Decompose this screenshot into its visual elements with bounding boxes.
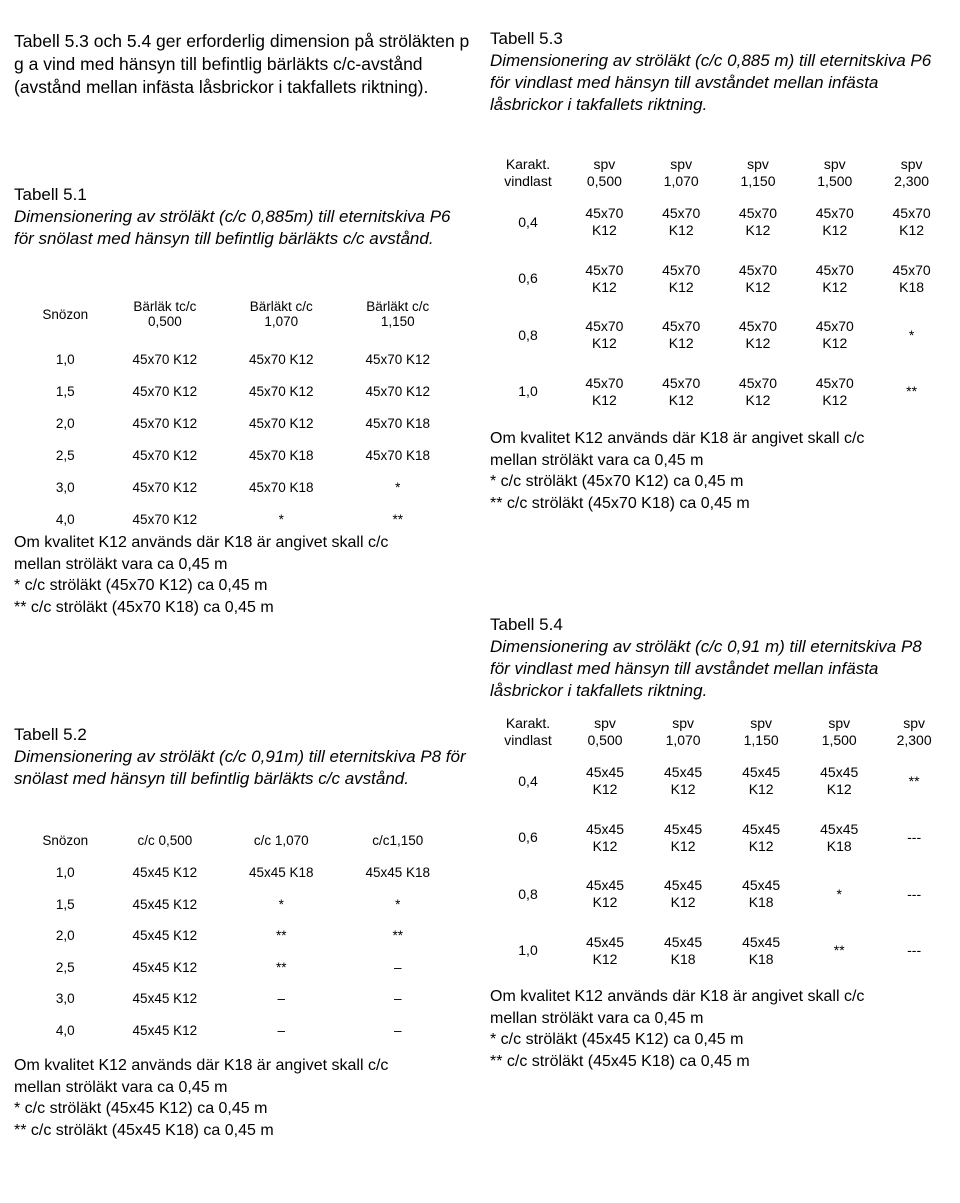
cell-line: 1,500 xyxy=(817,173,853,189)
table-cell xyxy=(796,364,873,421)
cell-line: 45x70 xyxy=(585,374,624,391)
table-cell: 45x70 K18 xyxy=(365,415,431,431)
cell-line: 45x70 xyxy=(662,318,701,335)
table-cell xyxy=(720,194,797,251)
table-cell xyxy=(873,307,950,364)
table-cell: – xyxy=(394,991,402,1007)
cell-line: K12 xyxy=(668,335,694,352)
cell-line: spv xyxy=(903,715,926,731)
column-header xyxy=(643,152,720,194)
cell-line: K18 xyxy=(899,278,925,295)
cell-line: 45x45 xyxy=(664,764,703,781)
table-cell: ** xyxy=(276,928,287,944)
cell-line: vindlast xyxy=(504,732,552,748)
table-cell: 45x70 K12 xyxy=(132,383,198,399)
row-label: 4,0 xyxy=(55,1022,75,1038)
cell-line: K12 xyxy=(745,278,771,295)
note-line: * c/c ströläkt (45x45 K12) ca 0,45 m xyxy=(14,1100,268,1117)
table-row xyxy=(24,920,456,952)
cell-line: K12 xyxy=(745,391,771,408)
t51-caption xyxy=(14,184,469,250)
t52-caption xyxy=(14,724,469,790)
table-cell: * xyxy=(395,896,401,912)
t52-notes xyxy=(14,1055,388,1141)
cell-line: 45x70 xyxy=(892,261,931,278)
column-header xyxy=(873,152,950,194)
cell-line: 1,070 xyxy=(665,732,701,748)
table-cell xyxy=(800,866,878,923)
table-cell: * xyxy=(278,511,284,527)
cell-line: spv xyxy=(593,156,616,172)
table-cell: – xyxy=(277,1022,286,1038)
table-cell xyxy=(722,810,800,867)
cell-line: 45x70 xyxy=(815,261,854,278)
column-header xyxy=(340,285,456,343)
table-cell xyxy=(643,251,720,308)
cell-line: 0,500 xyxy=(586,173,622,189)
table-row xyxy=(24,889,456,921)
column-header xyxy=(722,711,800,753)
t54-caption xyxy=(490,614,945,702)
table-5-3 xyxy=(490,152,950,420)
table-cell: 45x70 K18 xyxy=(249,447,314,463)
cell-line: 45x70 xyxy=(738,261,778,278)
table-cell xyxy=(878,923,950,980)
table-cell xyxy=(720,307,797,364)
table-cell xyxy=(643,364,720,421)
table-header-row xyxy=(490,711,950,753)
cell-line: K12 xyxy=(668,391,694,408)
cell-line: 45x45 xyxy=(585,877,625,894)
table-cell: ** xyxy=(276,959,287,975)
row-label: 1,5 xyxy=(55,383,75,399)
table-cell: 45x45 K12 xyxy=(132,959,198,975)
cell-line: spv xyxy=(828,715,851,731)
cell-line: 45x45 xyxy=(820,764,859,781)
table-header-row xyxy=(24,285,456,343)
note-line: ** c/c ströläkt (45x45 K18) ca 0,45 m xyxy=(14,1121,274,1139)
table-row xyxy=(24,1015,456,1047)
row-label: 0,8 xyxy=(518,885,538,902)
t52-caption-text: Dimensionering av ströläkt (c/c 0,91m) till eternitskiva P8 för snölast med hänsyn till befintlig bärläkts c/c avstånd. xyxy=(14,747,466,788)
table-row xyxy=(490,364,950,421)
t51-title: Tabell 5.1 xyxy=(14,185,87,204)
table-row xyxy=(24,439,456,471)
column-header xyxy=(720,152,797,194)
table-cell xyxy=(643,194,720,251)
cell-line: Bärläk tc/c xyxy=(133,299,197,314)
cell-line: K12 xyxy=(822,278,848,295)
cell-line: 45x45 xyxy=(742,764,781,781)
column-header xyxy=(566,711,644,753)
row-label: 2,0 xyxy=(55,415,75,431)
table-cell xyxy=(800,923,878,980)
cell-line: K12 xyxy=(591,335,617,352)
table-row xyxy=(24,952,456,984)
table-cell xyxy=(873,194,950,251)
cell-line: 0,500 xyxy=(147,314,182,329)
cell-line: K12 xyxy=(899,222,925,239)
note-line: * c/c ströläkt (45x70 K12) ca 0,45 m xyxy=(14,577,268,594)
cell-line: spv xyxy=(900,156,923,172)
cell-line: 1,500 xyxy=(821,732,857,748)
cell-line: 45x45 xyxy=(585,933,625,950)
table-cell: 45x45 K12 xyxy=(132,928,198,944)
t53-caption xyxy=(490,28,945,116)
cell-line: K18 xyxy=(748,950,774,967)
table-cell xyxy=(566,251,643,308)
cell-line: ** xyxy=(833,942,845,959)
column-header: c/c 0,500 xyxy=(137,832,193,848)
cell-line: 1,070 xyxy=(663,173,699,189)
cell-line: K12 xyxy=(592,894,618,911)
table-cell: 45x70 K12 xyxy=(249,383,314,399)
table-cell xyxy=(566,753,644,810)
cell-line: 45x45 xyxy=(664,933,703,950)
cell-line: 45x45 xyxy=(585,764,625,781)
table-cell: 45x70 K12 xyxy=(132,415,198,431)
row-label: 0,4 xyxy=(518,772,538,789)
table-cell: 45x70 K12 xyxy=(365,351,431,367)
t53-title: Tabell 5.3 xyxy=(490,29,563,48)
table-row xyxy=(490,194,950,251)
table-row xyxy=(24,471,456,503)
table-cell xyxy=(796,307,873,364)
table-cell: 45x70 K12 xyxy=(365,383,431,399)
row-label: 4,0 xyxy=(55,511,75,527)
table-cell: – xyxy=(277,991,286,1007)
note-line: Om kvalitet K12 används där K18 är angivet skall c/c xyxy=(14,534,389,551)
table-cell xyxy=(566,810,644,867)
cell-line: K12 xyxy=(670,781,696,798)
column-header xyxy=(800,711,878,753)
table-row xyxy=(24,503,456,535)
cell-line: K12 xyxy=(822,391,848,408)
table-cell: 45x45 K18 xyxy=(365,865,431,881)
note-line: Om kvalitet K12 används där K18 är angivet skall c/c xyxy=(14,1057,389,1074)
cell-line: K12 xyxy=(591,278,617,295)
table-cell xyxy=(566,866,644,923)
cell-line: 45x45 xyxy=(585,820,625,837)
t54-caption-text: Dimensionering av ströläkt (c/c 0,91 m) till eternitskiva P8 för vindlast med hänsyn till avståndet mellan infästa låsbrickor i takfallets riktning. xyxy=(490,637,922,700)
table-header-row xyxy=(490,152,950,194)
column-header: c/c1,150 xyxy=(372,832,424,848)
row-label: 2,0 xyxy=(55,928,75,944)
t53-notes xyxy=(490,428,864,514)
cell-line: spv xyxy=(594,715,616,731)
table-cell: 45x45 K18 xyxy=(249,865,314,881)
table-row xyxy=(24,857,456,889)
cell-line: K12 xyxy=(668,222,694,239)
table-cell xyxy=(643,307,720,364)
column-header xyxy=(566,152,643,194)
note-line: mellan ströläkt vara ca 0,45 m xyxy=(14,1078,228,1096)
cell-line: K12 xyxy=(748,837,774,854)
column-header: Snözon xyxy=(42,832,89,848)
t54-title: Tabell 5.4 xyxy=(490,615,563,634)
table-cell xyxy=(878,810,950,867)
column-header: c/c 1,070 xyxy=(253,832,309,848)
column-header xyxy=(644,711,722,753)
table-cell xyxy=(644,923,722,980)
table-cell: 45x70 K12 xyxy=(132,447,198,463)
table-cell: 45x45 K12 xyxy=(132,991,198,1007)
cell-line: K12 xyxy=(670,894,696,911)
cell-line: K12 xyxy=(591,391,617,408)
column-header xyxy=(107,285,223,343)
row-label: 0,4 xyxy=(518,213,538,230)
row-label: 1,0 xyxy=(55,865,75,881)
table-cell xyxy=(800,753,878,810)
table-cell xyxy=(722,753,800,810)
note-line: Om kvalitet K12 används där K18 är angivet skall c/c xyxy=(490,430,865,447)
cell-line: --- xyxy=(907,885,922,902)
table-cell: 45x70 K12 xyxy=(249,351,314,367)
cell-line: vindlast xyxy=(504,173,552,189)
row-label: 1,0 xyxy=(518,383,538,400)
cell-line: 45x45 xyxy=(742,933,781,950)
table-cell: – xyxy=(394,959,402,975)
cell-line: 0,500 xyxy=(587,732,623,748)
cell-line: 1,150 xyxy=(743,732,779,748)
cell-line: K12 xyxy=(591,222,617,239)
row-label: 2,5 xyxy=(55,959,75,975)
cell-line: 2,300 xyxy=(894,173,930,189)
cell-line: 1,150 xyxy=(740,173,776,189)
cell-line: spv xyxy=(670,156,693,172)
table-cell xyxy=(800,810,878,867)
cell-line: K12 xyxy=(748,781,774,798)
table-cell: 45x70 K18 xyxy=(365,447,431,463)
table-cell xyxy=(722,923,800,980)
cell-line: 45x70 xyxy=(662,374,701,391)
table-cell xyxy=(566,923,644,980)
table-cell xyxy=(796,251,873,308)
cell-line: 45x70 xyxy=(662,261,701,278)
table-cell xyxy=(644,866,722,923)
row-label: 1,0 xyxy=(55,351,75,367)
cell-line: 45x45 xyxy=(742,820,781,837)
note-line: * c/c ströläkt (45x70 K12) ca 0,45 m xyxy=(490,473,744,490)
table-row xyxy=(490,810,950,867)
cell-line: 1,070 xyxy=(264,314,299,329)
cell-line: K18 xyxy=(670,950,696,967)
cell-line: 45x70 xyxy=(662,205,701,222)
table-cell xyxy=(796,194,873,251)
cell-line: spv xyxy=(750,715,773,731)
table-row xyxy=(490,251,950,308)
table-cell xyxy=(720,364,797,421)
cell-line: 45x70 xyxy=(815,374,854,391)
cell-line: K12 xyxy=(668,278,694,295)
table-cell: * xyxy=(278,896,284,912)
row-label: 3,0 xyxy=(55,991,75,1007)
column-header xyxy=(878,711,950,753)
cell-line: 45x70 xyxy=(585,205,624,222)
cell-line: K12 xyxy=(822,335,848,352)
row-label: 2,5 xyxy=(55,447,75,463)
note-line: mellan ströläkt vara ca 0,45 m xyxy=(490,451,704,469)
table-cell xyxy=(720,251,797,308)
table-cell: ** xyxy=(392,928,404,944)
t53-caption-text: Dimensionering av ströläkt (c/c 0,885 m) till eternitskiva P6 för vindlast med hänsyn till avståndet mellan infästa låsbrickor i takfallets riktning. xyxy=(490,51,932,114)
table-cell: 45x70 K12 xyxy=(132,511,198,527)
column-header xyxy=(24,285,107,343)
table-row xyxy=(490,923,950,980)
row-header xyxy=(490,152,566,194)
table-cell: * xyxy=(395,479,401,495)
row-label: 1,0 xyxy=(518,942,538,959)
table-cell xyxy=(873,251,950,308)
table-row xyxy=(24,375,456,407)
table-cell: – xyxy=(394,1022,402,1038)
cell-line: 2,300 xyxy=(896,732,932,748)
cell-line: spv xyxy=(747,156,769,172)
cell-line: Karakt. xyxy=(505,715,551,731)
table-cell: 45x45 K12 xyxy=(132,896,198,912)
cell-line: Bärläkt c/c xyxy=(366,299,430,314)
cell-line: K12 xyxy=(826,781,852,798)
cell-line: spv xyxy=(823,156,846,172)
cell-line: 45x45 xyxy=(664,820,703,837)
table-cell xyxy=(873,364,950,421)
table-cell xyxy=(644,753,722,810)
table-row xyxy=(490,307,950,364)
cell-line: 45x70 xyxy=(815,205,854,222)
cell-line: 1,150 xyxy=(380,314,415,329)
t52-title: Tabell 5.2 xyxy=(14,725,87,744)
table-5-2 xyxy=(24,823,456,1046)
cell-line: K12 xyxy=(592,837,618,854)
table-cell xyxy=(722,866,800,923)
table-cell xyxy=(644,810,722,867)
cell-line: K12 xyxy=(745,335,771,352)
cell-line: 45x70 xyxy=(738,374,778,391)
cell-line: ** xyxy=(908,772,920,789)
row-header xyxy=(490,711,566,753)
table-row xyxy=(490,753,950,810)
row-label: 0,8 xyxy=(518,326,538,343)
cell-line: ** xyxy=(906,383,918,400)
cell-line: K12 xyxy=(670,837,696,854)
row-label: 0,6 xyxy=(518,270,538,287)
table-row xyxy=(24,343,456,375)
table-cell: 45x70 K12 xyxy=(132,351,198,367)
cell-line: 45x45 xyxy=(820,820,859,837)
note-line: mellan ströläkt vara ca 0,45 m xyxy=(490,1009,704,1027)
cell-line: K18 xyxy=(748,894,774,911)
t51-notes xyxy=(14,532,388,618)
table-cell: 45x70 K12 xyxy=(132,479,198,495)
table-header-row xyxy=(24,823,456,857)
table-cell: 45x70 K18 xyxy=(249,479,314,495)
cell-line: --- xyxy=(907,942,922,959)
table-cell xyxy=(878,753,950,810)
cell-line: 45x45 xyxy=(664,877,703,894)
cell-line: 45x70 xyxy=(738,318,778,335)
note-line: * c/c ströläkt (45x45 K12) ca 0,45 m xyxy=(490,1031,744,1048)
cell-line: * xyxy=(836,885,842,902)
cell-line: 45x70 xyxy=(892,205,931,222)
cell-line: Snözon xyxy=(42,306,89,322)
table-cell xyxy=(566,307,643,364)
table-5-4 xyxy=(490,711,950,979)
table-5-1 xyxy=(24,285,456,535)
cell-line: 45x70 xyxy=(738,205,778,222)
table-cell: ** xyxy=(392,511,404,527)
note-line: ** c/c ströläkt (45x45 K18) ca 0,45 m xyxy=(490,1052,750,1070)
table-row xyxy=(490,866,950,923)
table-cell: 45x45 K12 xyxy=(132,1022,198,1038)
column-header xyxy=(796,152,873,194)
cell-line: K12 xyxy=(745,222,771,239)
table-cell: 45x45 K12 xyxy=(132,865,198,881)
cell-line: Bärläkt c/c xyxy=(249,299,313,314)
note-line: mellan ströläkt vara ca 0,45 m xyxy=(14,555,228,573)
table-row xyxy=(24,407,456,439)
cell-line: 45x45 xyxy=(742,877,781,894)
row-label: 3,0 xyxy=(55,479,75,495)
cell-line: K18 xyxy=(826,837,852,854)
cell-line: 45x70 xyxy=(815,318,854,335)
cell-line: --- xyxy=(907,829,922,846)
table-cell xyxy=(566,194,643,251)
cell-line: * xyxy=(908,326,915,343)
cell-line: 45x70 xyxy=(585,261,624,278)
row-label: 1,5 xyxy=(55,896,75,912)
table-cell xyxy=(566,364,643,421)
cell-line: spv xyxy=(672,715,694,731)
table-cell xyxy=(878,866,950,923)
row-label: 0,6 xyxy=(518,829,538,846)
note-line: ** c/c ströläkt (45x70 K18) ca 0,45 m xyxy=(14,598,274,616)
t51-caption-text: Dimensionering av ströläkt (c/c 0,885m) till eternitskiva P6 för snölast med hänsyn till befintlig bärläkts c/c avstånd. xyxy=(14,207,451,248)
cell-line: K12 xyxy=(592,781,618,798)
t54-notes xyxy=(490,986,864,1072)
cell-line: K12 xyxy=(592,950,618,967)
column-header xyxy=(223,285,339,343)
table-cell: 45x70 K12 xyxy=(249,415,314,431)
note-line: ** c/c ströläkt (45x70 K18) ca 0,45 m xyxy=(490,494,750,512)
note-line: Om kvalitet K12 används där K18 är angivet skall c/c xyxy=(490,988,865,1005)
intro-paragraph: Tabell 5.3 och 5.4 ger erforderlig dimension på ströläkten p g a vind med hänsyn till befintlig bärläkts c/c-avstånd (avstånd mellan infästa låsbrickor i takfallets riktning). xyxy=(14,31,470,97)
cell-line: 45x70 xyxy=(585,318,624,335)
cell-line: K12 xyxy=(822,222,848,239)
cell-line: Karakt. xyxy=(505,156,551,172)
table-row xyxy=(24,983,456,1015)
